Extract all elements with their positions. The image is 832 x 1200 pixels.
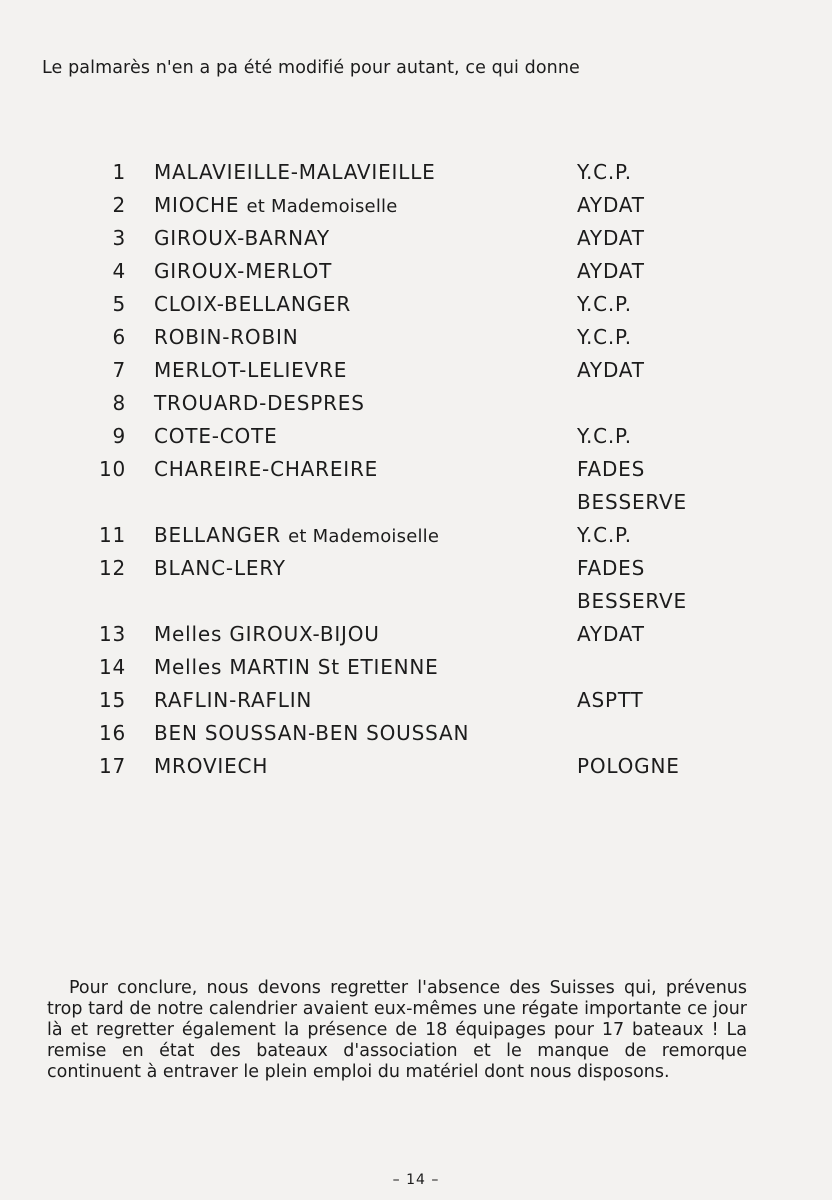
result-rank: 14 [98,655,126,679]
result-club: POLOGNE [577,754,680,778]
result-crew-name: TROUARD-DESPRES [154,391,365,415]
result-row [0,721,832,753]
result-crew-name: RAFLIN-RAFLIN [154,688,313,712]
result-row [0,391,832,423]
result-crew [154,358,347,382]
result-crew-name: MERLOT-LELIEVRE [154,358,348,382]
result-row [0,523,832,555]
result-club: AYDAT [577,622,645,646]
result-row [0,226,832,258]
result-club-line2: BESSERVE [577,490,687,514]
result-rank: 9 [112,424,126,448]
result-crew-name: Melles MARTIN St ETIENNE [154,655,439,679]
intro-text: Le palmarès n'en a pa été modifié pour autant, ce qui donne [42,58,580,78]
result-crew-name: MIOCHE [154,193,240,217]
result-row [0,688,832,720]
result-crew-name: Melles GIROUX-BIJOU [154,622,380,646]
result-club: ASPTT [577,688,644,712]
result-rank: 17 [98,754,126,778]
result-crew [154,226,330,250]
result-crew [154,655,439,679]
result-row [0,556,832,613]
result-crew [154,391,365,415]
result-row [0,457,832,514]
result-rank: 3 [112,226,126,250]
result-crew [154,754,268,778]
result-crew-name: COTE-COTE [154,424,278,448]
result-crew [154,556,286,580]
result-rank: 11 [98,523,126,547]
result-crew [154,325,298,349]
result-club: AYDAT [577,259,645,283]
result-crew-name: BEN SOUSSAN-BEN SOUSSAN [154,721,470,745]
result-crew [154,259,332,283]
result-club: Y.C.P. [577,523,632,547]
result-crew [154,292,351,316]
result-club: FADES [577,556,646,580]
result-row [0,754,832,786]
result-rank: 12 [98,556,126,580]
result-rank: 4 [112,259,126,283]
result-crew-name: MALAVIEILLE-MALAVIEILLE [154,160,436,184]
result-rank: 16 [98,721,126,745]
result-row [0,655,832,687]
result-crew [154,523,439,547]
result-rank: 13 [98,622,126,646]
result-rank: 5 [112,292,126,316]
result-club: AYDAT [577,226,645,250]
result-row [0,292,832,324]
result-row [0,160,832,192]
result-crew [154,424,278,448]
result-crew-suffix: et Mademoiselle [246,196,398,217]
result-row [0,358,832,390]
result-club: FADES [577,457,646,481]
result-crew-name: MROVIECH [154,754,269,778]
result-crew [154,160,436,184]
result-crew-name: CHAREIRE-CHAREIRE [154,457,379,481]
result-row [0,259,832,291]
result-crew-name: ROBIN-ROBIN [154,325,299,349]
result-club: Y.C.P. [577,325,632,349]
result-club: Y.C.P. [577,292,632,316]
result-club: AYDAT [577,193,645,217]
result-rank: 7 [112,358,126,382]
result-crew-name: BLANC-LERY [154,556,286,580]
result-rank: 6 [112,325,126,349]
result-rank: 10 [98,457,126,481]
result-club: Y.C.P. [577,424,632,448]
result-rank: 8 [112,391,126,415]
result-club: AYDAT [577,358,645,382]
result-rank: 1 [112,160,126,184]
result-crew-suffix: et Mademoiselle [288,526,440,547]
result-crew-name: BELLANGER [154,523,281,547]
result-crew-name: CLOIX-BELLANGER [154,292,352,316]
result-rank: 15 [98,688,126,712]
page-number: – 14 – [392,1172,440,1188]
result-crew-name: GIROUX-MERLOT [154,259,333,283]
result-crew [154,457,378,481]
result-row [0,325,832,357]
result-row [0,424,832,456]
result-row [0,622,832,654]
conclusion-paragraph: Pour conclure, nous devons regretter l'absence des Suisses qui, prévenus trop tard de notre calendrier avaient eux-mêmes une régate importante ce jour là et regretter également la présence de 18 équipages pour 17 bateaux ! La remise en état des bateaux d'association et le manque de remorque continuent à entraver le plein emploi du matériel dont nous disposons. [47,977,747,1082]
result-club-line2: BESSERVE [577,589,687,613]
result-crew [154,721,469,745]
result-crew-name: GIROUX-BARNAY [154,226,330,250]
result-club: Y.C.P. [577,160,632,184]
result-rank: 2 [112,193,126,217]
result-crew [154,622,380,646]
result-row [0,193,832,225]
result-crew [154,193,398,217]
result-crew [154,688,312,712]
